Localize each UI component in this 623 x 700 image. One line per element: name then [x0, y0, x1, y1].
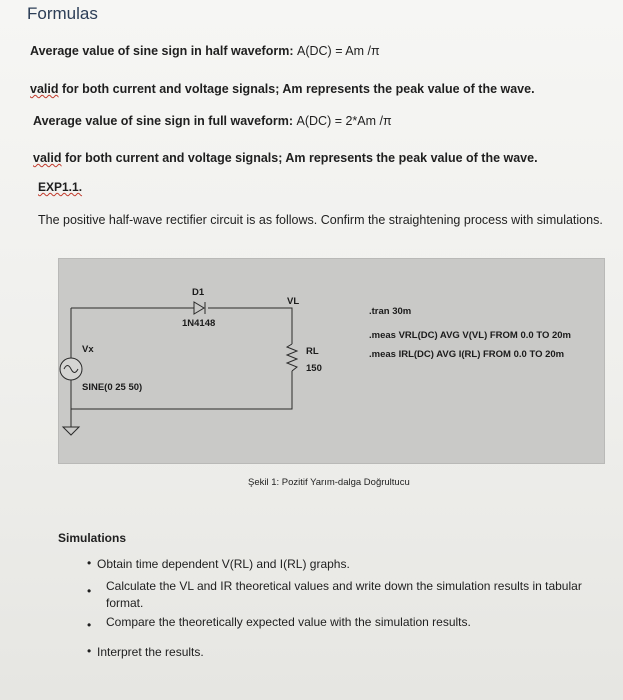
diode-symbol [194, 302, 205, 314]
bullet-marker: • [87, 618, 92, 632]
source-label: Vx [82, 344, 94, 355]
validity-half [30, 82, 535, 96]
spice-command-meas-irl: .meas IRL(DC) AVG I(RL) FROM 0.0 TO 20m [369, 349, 565, 360]
resistor-value: 150 [306, 363, 322, 374]
formula-full-wave [33, 114, 392, 128]
validity-half-lead: valid [30, 82, 59, 96]
example-id: EXP1.1. [38, 180, 83, 194]
diode-model: 1N4148 [182, 318, 216, 329]
example-text: The positive half-wave rectifier circuit is as follows. Confirm the straightening process with simulations. [38, 213, 603, 227]
node-label: VL [287, 296, 300, 307]
validity-half-text: for both current and voltage signals; Am represents the peak value of the wave. [61, 82, 535, 96]
bullet-marker: • [87, 556, 92, 570]
formula-full-expression: A(DC) = 2*Am /π [296, 114, 392, 128]
figure-caption: Şekil 1: Pozitif Yarım-dalga Doğrultucu [248, 477, 410, 488]
simulations-heading: Simulations [58, 531, 127, 545]
formula-half-wave [30, 44, 380, 58]
simulation-item-4: Interpret the results. [97, 645, 204, 659]
formula-half-expression: A(DC) = Am /π [297, 44, 380, 58]
simulation-item-2: Calculate the VL and IR theoretical values and write down the simulation results in tabular format. [106, 579, 582, 610]
resistor-symbol [287, 344, 297, 371]
validity-full-lead: valid [33, 151, 62, 165]
ground-symbol [63, 427, 79, 435]
simulation-item-3: Compare the theoretically expected value with the simulation results. [106, 615, 471, 629]
simulation-item-1: Obtain time dependent V(RL) and I(RL) graphs. [97, 557, 350, 571]
validity-full [33, 151, 538, 165]
formula-full-label: Average value of sine sign in full waveform: [33, 114, 294, 128]
bullet-marker: • [87, 584, 92, 598]
formula-half-label: Average value of sine sign in half waveform: [30, 44, 294, 58]
validity-full-text: for both current and voltage signals; Am represents the peak value of the wave. [64, 151, 538, 165]
diode-label: D1 [192, 287, 205, 298]
source-spec: SINE(0 25 50) [82, 382, 143, 393]
bullet-marker: • [87, 644, 92, 658]
voltage-source-symbol [60, 358, 82, 380]
circuit-figure [58, 258, 605, 464]
spice-command-tran: .tran 30m [369, 306, 412, 317]
spice-command-meas-vrl: .meas VRL(DC) AVG V(VL) FROM 0.0 TO 20m [369, 330, 572, 341]
page-title: Formulas [27, 4, 98, 23]
resistor-label: RL [306, 346, 319, 357]
wire-top-right [208, 308, 292, 344]
circuit-schematic [59, 259, 604, 463]
